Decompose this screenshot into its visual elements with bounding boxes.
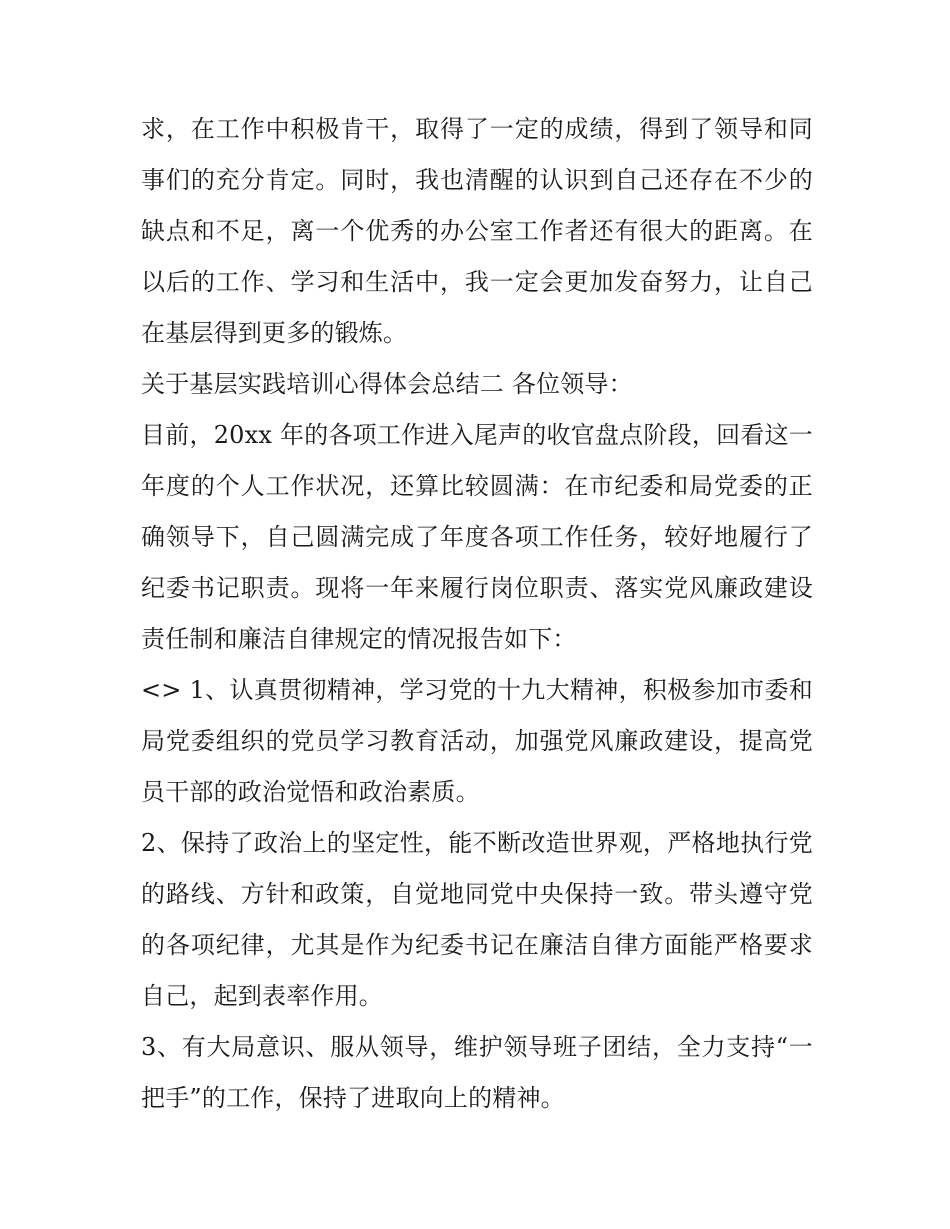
section-heading: 关于基层实践培训心得体会总结二 各位领导： <box>141 370 633 398</box>
paragraph-intro: 目前，20xx 年的各项工作进入尾声的收官盘点阶段，回看这一年度的个人工作状况，还算比较圆满：在市纪委和局党委的正确领导下，自己圆满完成了年度各项工作任务，较好地履行了纪委书记职责。现将一年来履行岗位职责、落实党风廉政建设责任制和廉洁自律规定的情况报告如下： <box>141 421 813 653</box>
list-item-1: <> 1、认真贯彻精神，学习党的十九大精神，积极参加市委和局党委组织的党员学习教育活动，加强党风廉政建设，提高党员干部的政治觉悟和政治素质。 <box>141 676 813 806</box>
list-item-3: 3、有大局意识、服从领导，维护领导班子团结，全力支持“一把手”的工作，保持了进取向上的精神。 <box>141 1033 813 1112</box>
paragraph-continuation: 求，在工作中积极肯干，取得了一定的成绩，得到了领导和同事们的充分肯定。同时，我也清醒的认识到自己还存在不少的缺点和不足，离一个优秀的办公室工作者还有很大的距离。在以后的工作、学习和生活中，我一定会更加发奋努力，让自己在基层得到更多的锻炼。 <box>141 115 813 347</box>
list-item-2: 2、保持了政治上的坚定性，能不断改造世界观，严格地执行党的路线、方针和政策，自觉地同党中央保持一致。带头遵守党的各项纪律，尤其是作为纪委书记在廉洁自律方面能严格要求自己，起到表率作用。 <box>141 829 813 1010</box>
document-body <box>141 104 813 1124</box>
